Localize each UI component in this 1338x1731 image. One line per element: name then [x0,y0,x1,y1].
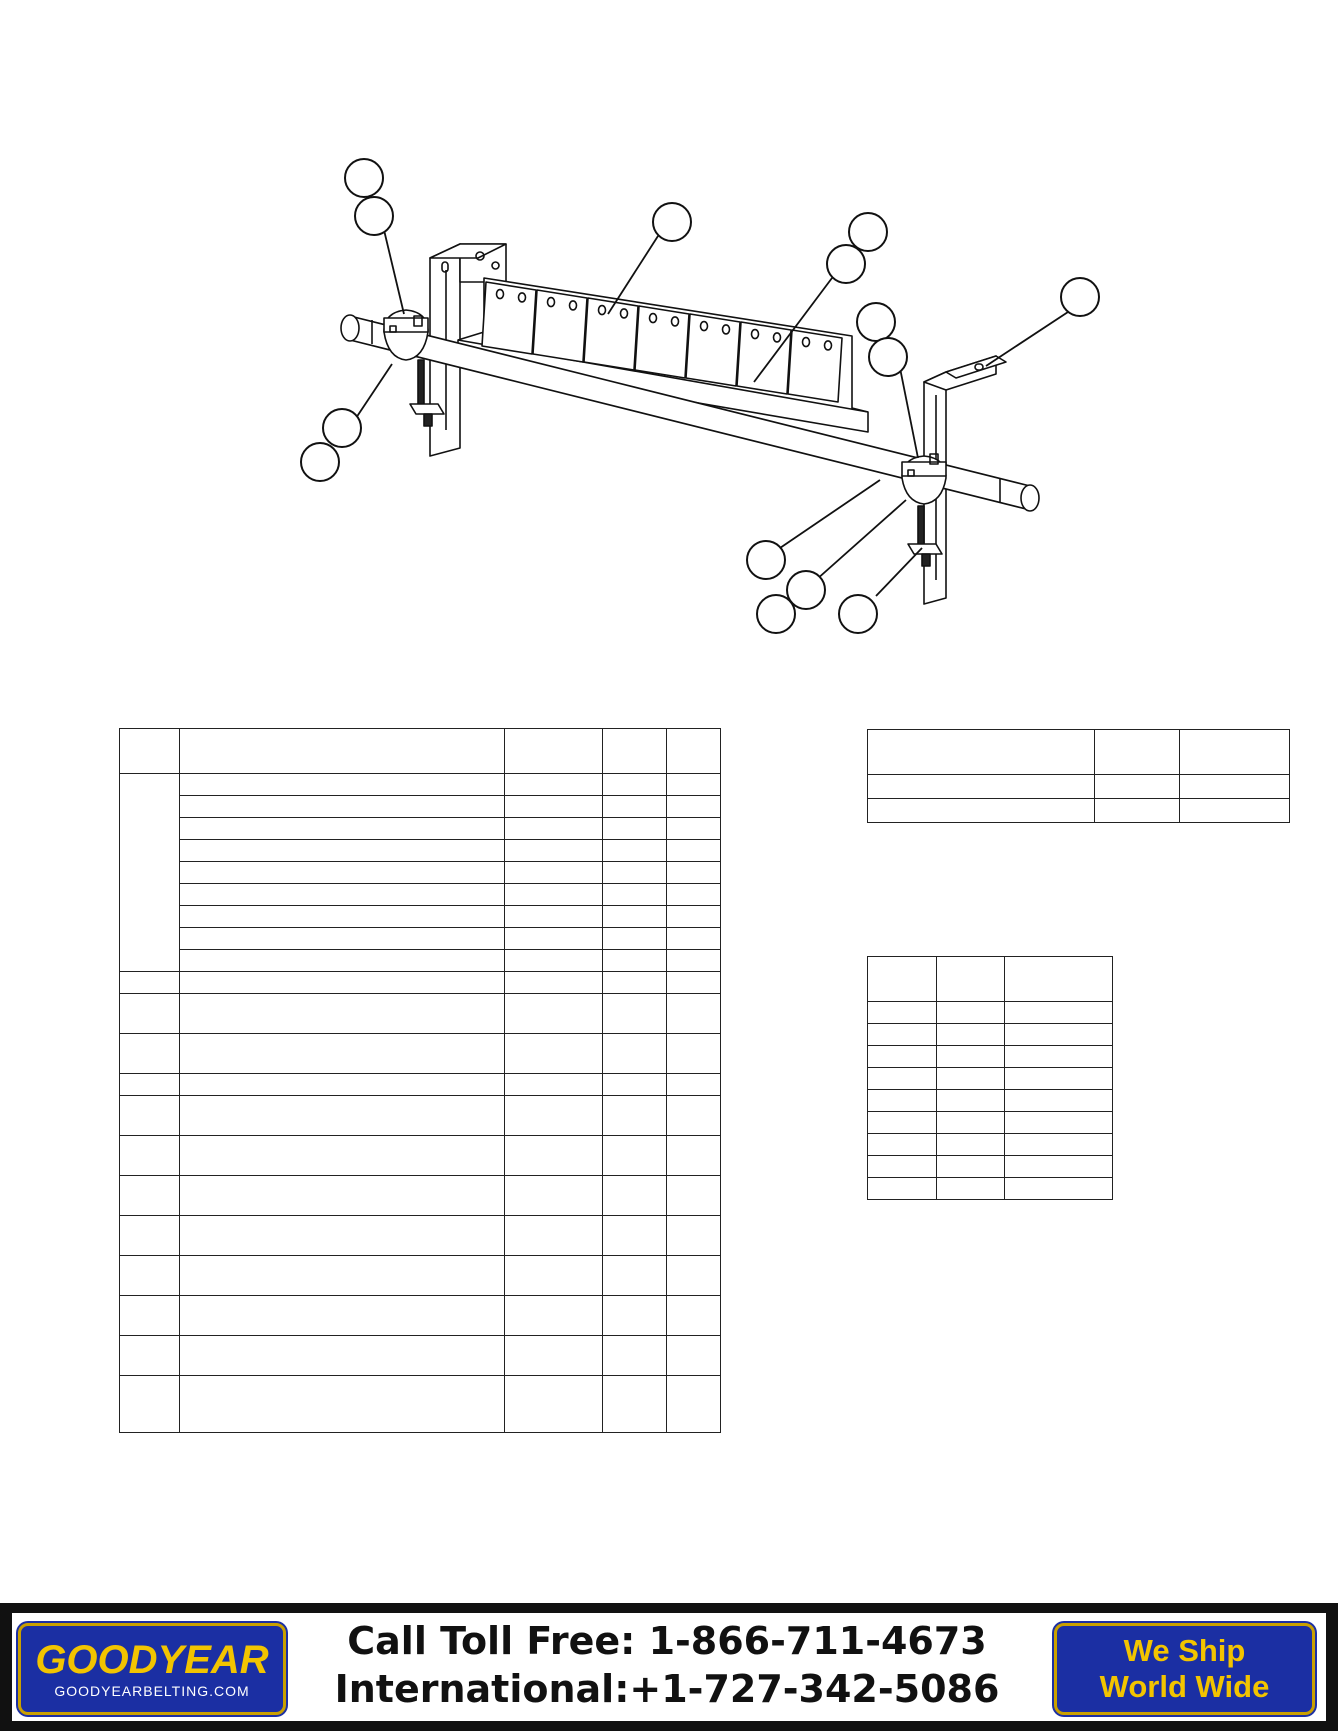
table-cell [666,1256,720,1296]
table-cell [868,1156,937,1178]
table-cell [1005,1002,1113,1024]
table-cell [666,972,720,994]
table-row [868,775,1290,799]
table-cell [504,1296,602,1336]
callout-bubble [1061,278,1099,316]
table-cell [868,775,1095,799]
table-cell [504,840,602,862]
international-number: International:+1-727-342-5086 [334,1667,1000,1711]
table-cell [666,950,720,972]
table-cell [180,1074,505,1096]
table-cell [120,1074,180,1096]
table-cell [180,1034,505,1074]
callout-bubble [355,197,393,235]
table-cell [120,1176,180,1216]
table-cell [1005,957,1113,1002]
blade-segment [635,306,689,378]
table-header-row [868,730,1290,775]
table-cell [868,799,1095,823]
table-cell [666,1136,720,1176]
table-cell [120,1336,180,1376]
table-cell [666,840,720,862]
table-cell [180,774,505,796]
table-cell [868,730,1095,775]
callout-bubble [849,213,887,251]
table-cell [504,906,602,928]
callout-bubble [747,541,785,579]
table-cell [666,1376,720,1433]
table-cell [602,796,666,818]
table-cell [666,796,720,818]
table-cell [937,1178,1005,1200]
table-cell [180,1256,505,1296]
table-cell [1005,1090,1113,1112]
table-cell [120,774,180,972]
table-row [868,1178,1113,1200]
table-cell [120,1256,180,1296]
table-cell [666,774,720,796]
contact-banner-panel [12,1613,1326,1721]
table-row [868,1068,1113,1090]
table-cell [504,1256,602,1296]
table-row [120,1034,721,1074]
table-row [120,884,721,906]
table-cell [666,994,720,1034]
table-cell [602,1176,666,1216]
table-row [120,1096,721,1136]
toll-free-number: Call Toll Free: 1-866-711-4673 [347,1619,987,1663]
table-cell [602,774,666,796]
table-row [120,1376,721,1433]
table-cell [180,840,505,862]
table-row [120,1336,721,1376]
callout-bubble [301,443,339,481]
table-cell [504,928,602,950]
table-row [120,818,721,840]
blade-segment [533,290,587,362]
table-cell [180,906,505,928]
table-cell [868,1090,937,1112]
table-row [868,799,1290,823]
table-cell [180,729,505,774]
table-cell [180,950,505,972]
table-row [868,1024,1113,1046]
table-cell [504,1176,602,1216]
table-row [120,1296,721,1336]
table-cell [868,957,937,1002]
table-cell [1005,1068,1113,1090]
table-cell [180,1176,505,1216]
table-cell [666,1034,720,1074]
table-cell [666,729,720,774]
table-cell [602,1096,666,1136]
table-cell [504,774,602,796]
assembly-drawing [0,0,1338,660]
table-cell [868,1024,937,1046]
table-row [120,1074,721,1096]
table-cell [868,1002,937,1024]
table-cell [180,884,505,906]
table-cell [180,1216,505,1256]
table-cell [666,906,720,928]
table-header-row [120,729,721,774]
table-cell [666,1216,720,1256]
table-cell [1180,799,1290,823]
table-cell [120,994,180,1034]
callout-bubble [653,203,691,241]
table-cell [666,818,720,840]
table-cell [504,796,602,818]
table-row [868,1002,1113,1024]
table-cell [602,840,666,862]
contact-banner [0,1603,1338,1731]
kit-table [867,729,1290,823]
table-cell [937,1002,1005,1024]
callout-bubble [869,338,907,376]
callout-bubble [345,159,383,197]
table-cell [180,818,505,840]
table-cell [937,1068,1005,1090]
table-row [120,906,721,928]
table-cell [504,1136,602,1176]
table-cell [602,818,666,840]
blade-segment [686,314,740,386]
table-cell [868,1134,937,1156]
table-cell [666,928,720,950]
table-cell [666,1336,720,1376]
table-cell [504,972,602,994]
table-cell [666,884,720,906]
table-row [868,1046,1113,1068]
table-row [120,796,721,818]
table-cell [602,1256,666,1296]
table-cell [602,1034,666,1074]
table-cell [666,1074,720,1096]
table-cell [1005,1156,1113,1178]
table-cell [504,1074,602,1096]
table-cell [120,729,180,774]
table-cell [504,1034,602,1074]
blade-segment [737,322,791,394]
table-cell [1180,730,1290,775]
table-cell [666,1096,720,1136]
table-cell [1095,730,1180,775]
table-cell [504,1216,602,1256]
table-cell [180,1376,505,1433]
table-cell [180,1296,505,1336]
table-cell [180,796,505,818]
table-cell [504,729,602,774]
table-row [120,1176,721,1216]
table-row [868,1112,1113,1134]
table-cell [602,1336,666,1376]
brand-name: GOODYEAR [35,1638,269,1682]
table-row [120,862,721,884]
table-cell [602,950,666,972]
table-cell [1005,1178,1113,1200]
table-cell [120,972,180,994]
table-cell [504,818,602,840]
table-cell [120,1296,180,1336]
table-cell [1095,775,1180,799]
callout-bubble [827,245,865,283]
table-row [868,1134,1113,1156]
callout-bubble [839,595,877,633]
callout-bubble [857,303,895,341]
table-cell [1180,775,1290,799]
table-cell [504,950,602,972]
table-cell [1005,1024,1113,1046]
table-cell [1095,799,1180,823]
table-cell [180,862,505,884]
table-cell [937,1090,1005,1112]
table-cell [937,1046,1005,1068]
table-cell [120,1136,180,1176]
table-cell [1005,1046,1113,1068]
callout-bubble [757,595,795,633]
table-cell [602,1296,666,1336]
table-cell [937,957,1005,1002]
blade-segment [482,282,536,354]
table-cell [602,994,666,1034]
table-cell [868,1112,937,1134]
table-cell [868,1068,937,1090]
table-row [120,774,721,796]
table-cell [937,1134,1005,1156]
table-row [868,1156,1113,1178]
table-cell [504,1096,602,1136]
brand-logo [18,1623,286,1715]
table-cell [602,1074,666,1096]
table-cell [937,1024,1005,1046]
table-cell [937,1112,1005,1134]
table-cell [602,972,666,994]
table-row [120,1136,721,1176]
table-cell [602,884,666,906]
table-cell [602,729,666,774]
table-row [120,950,721,972]
table-cell [120,1376,180,1433]
table-cell [868,1046,937,1068]
table-row [120,928,721,950]
table-row [120,994,721,1034]
table-cell [868,1178,937,1200]
table-cell [666,1176,720,1216]
table-cell [180,1096,505,1136]
callout-bubble [323,409,361,447]
table-row [120,1216,721,1256]
table-cell [1005,1134,1113,1156]
table-cell [504,1336,602,1376]
table-cell [120,1034,180,1074]
table-cell [120,1216,180,1256]
table-cell [180,1136,505,1176]
table-cell [504,1376,602,1433]
table-row [120,972,721,994]
table-cell [666,1296,720,1336]
ship-line-1: We Ship [1123,1633,1246,1668]
parts-list-table [119,728,721,1433]
table-row [120,1256,721,1296]
table-cell [504,884,602,906]
table-cell [180,994,505,1034]
table-cell [602,1136,666,1176]
table-cell [602,906,666,928]
table-row [120,840,721,862]
ship-worldwide-badge [1054,1623,1315,1715]
size-table [867,956,1113,1200]
table-cell [602,928,666,950]
table-cell [1005,1112,1113,1134]
table-cell [937,1156,1005,1178]
ship-line-2: World Wide [1099,1669,1270,1704]
brand-url: GOODYEARBELTING.COM [54,1683,250,1699]
table-cell [602,1216,666,1256]
table-header-row [868,957,1113,1002]
table-cell [666,862,720,884]
table-cell [180,1336,505,1376]
table-row [868,1090,1113,1112]
table-cell [180,928,505,950]
table-cell [504,862,602,884]
table-cell [602,1376,666,1433]
blade-segment [788,330,842,402]
table-cell [120,1096,180,1136]
table-cell [602,862,666,884]
contact-numbers [292,1617,1042,1713]
table-cell [504,994,602,1034]
table-cell [180,972,505,994]
